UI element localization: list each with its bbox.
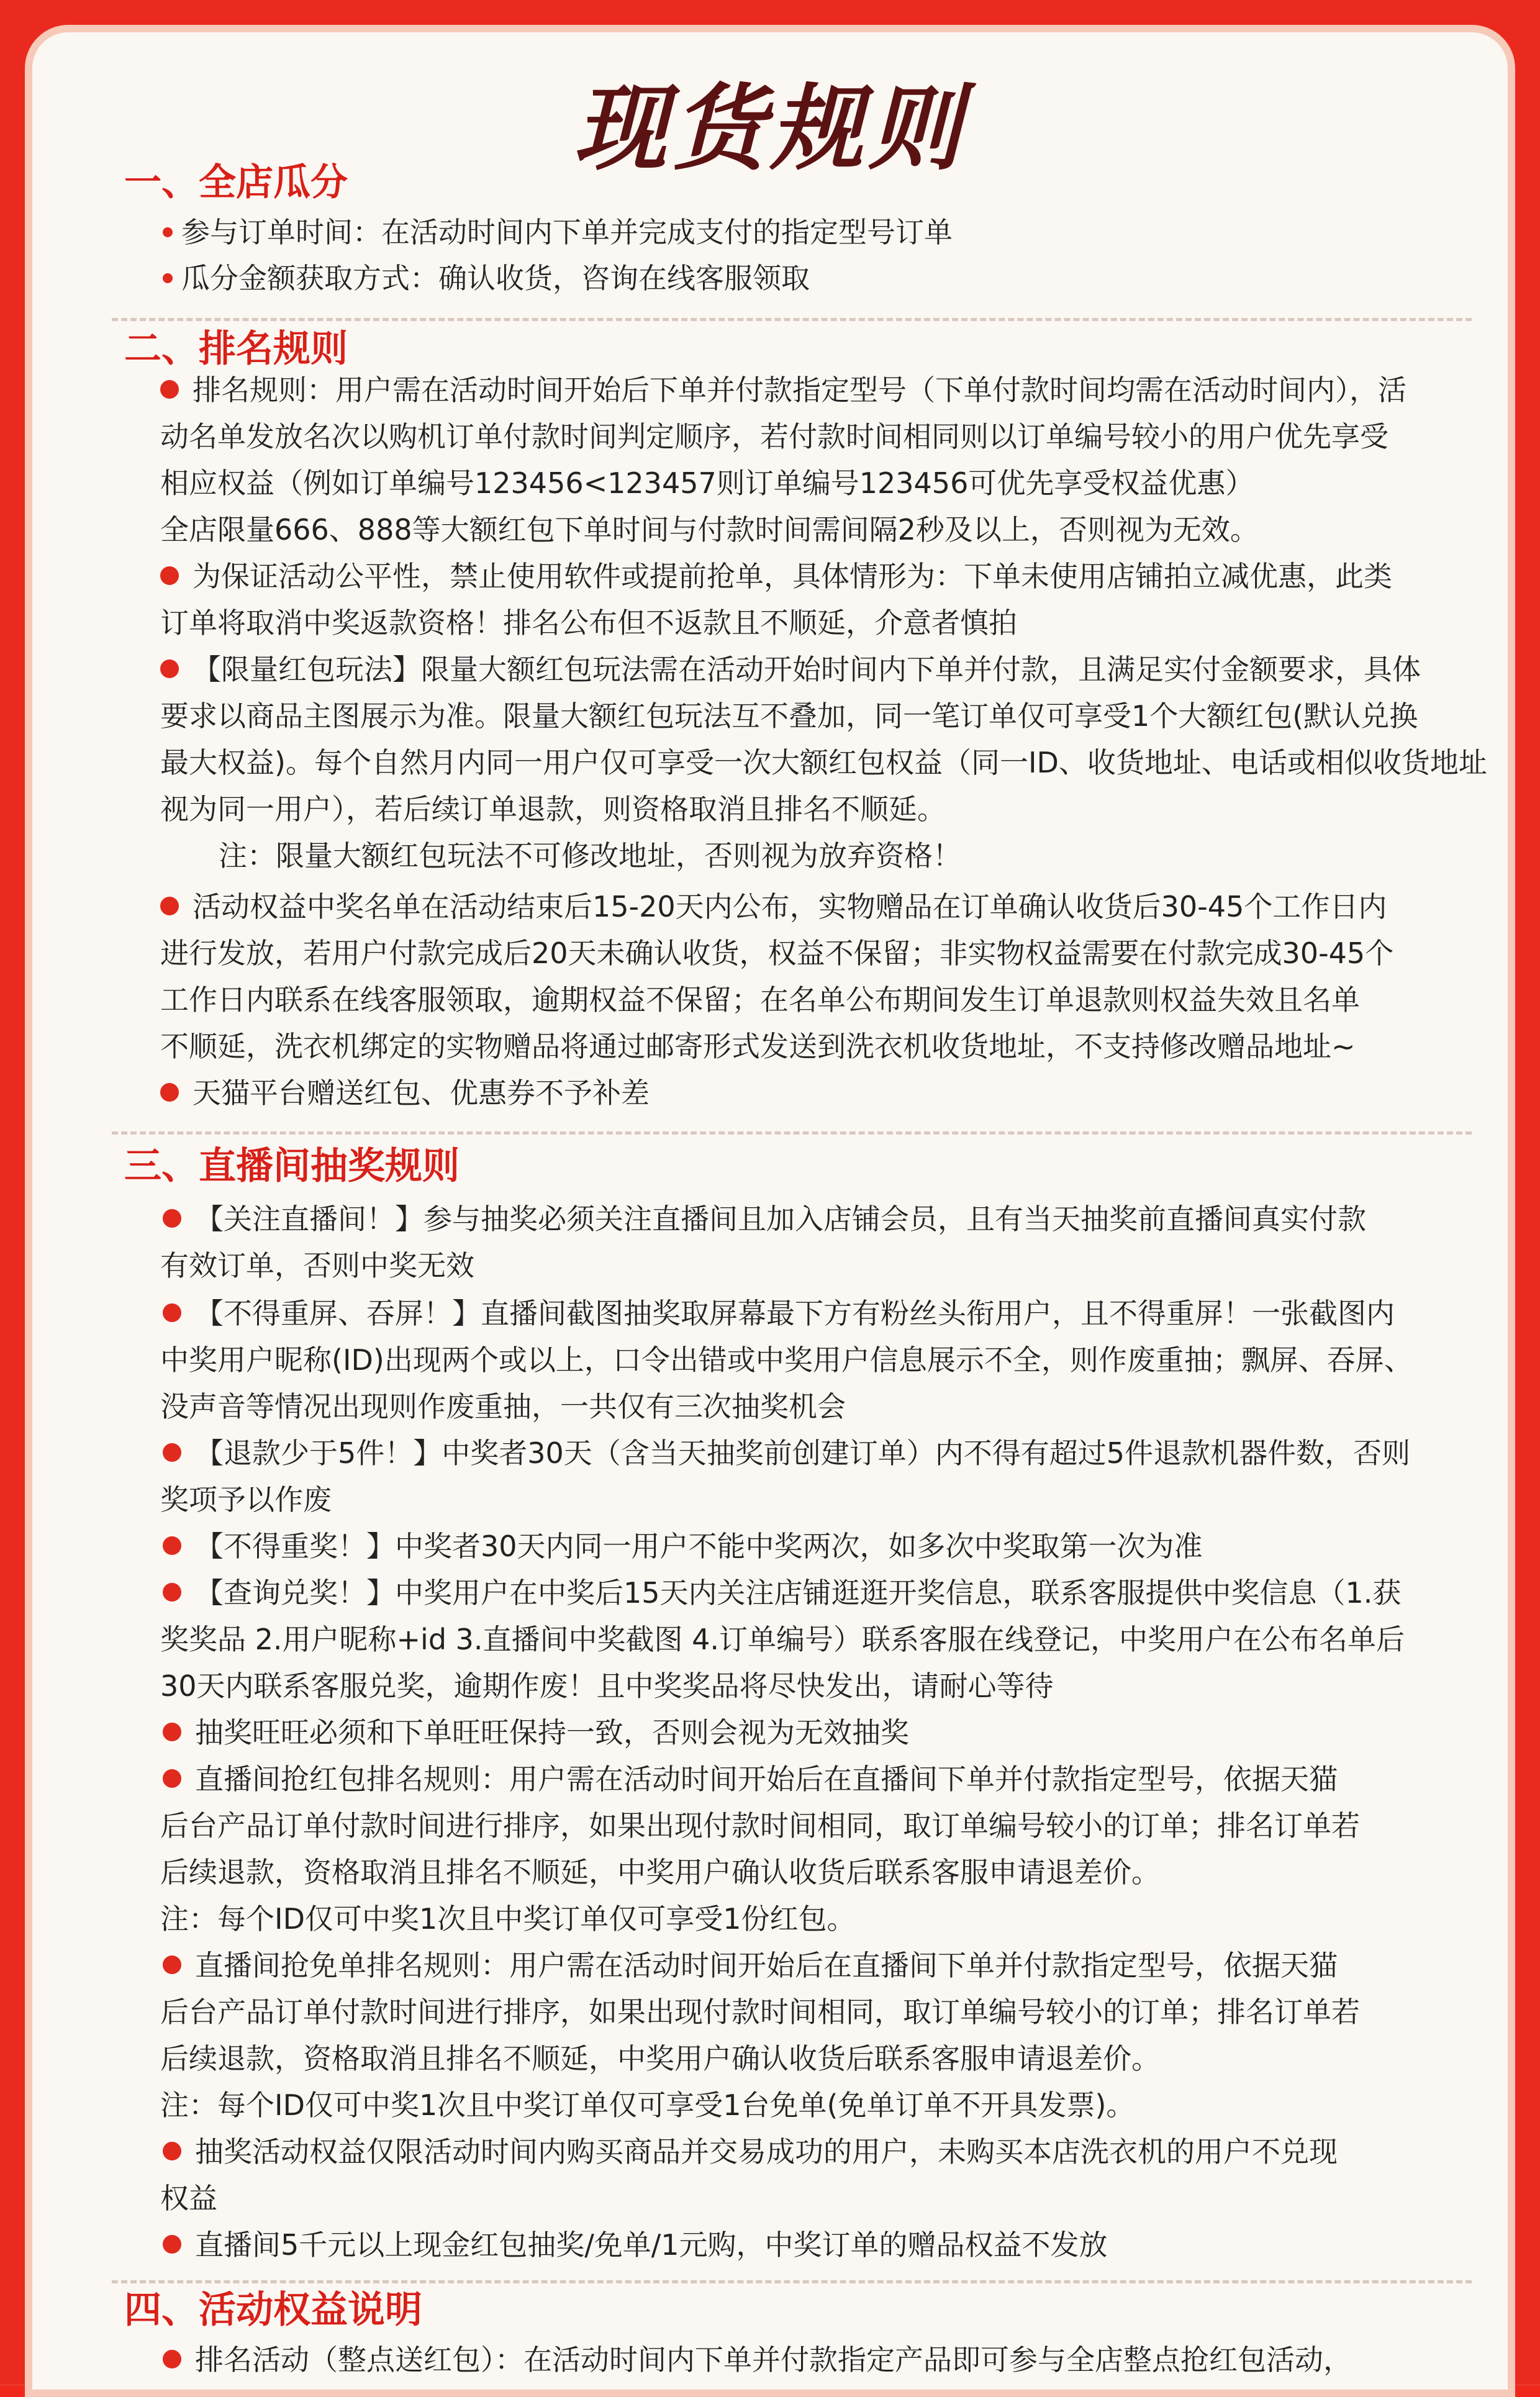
rule-line: 最大权益)。每个自然月内同一用户仅可享受一次大额红包权益（同一ID、收货地址、电话或相似收货地址	[160, 746, 1487, 779]
bullet-icon	[160, 380, 179, 399]
rule-line: 后台产品订单付款时间进行排序，如果出现付款时间相同，取订单编号较小的订单；排名订单若	[160, 1995, 1360, 2029]
rule-line: 30天内联系客服兑奖，逾期作废！且中奖奖品将尽快发出，请耐心等待	[160, 1669, 1054, 1703]
rule-line: 天猫平台赠送红包、优惠券不予补差	[160, 1074, 650, 1112]
bullet-icon	[163, 1209, 181, 1228]
rule-line: 为保证活动公平性，禁止使用软件或提前抢单，具体情形为：下单未使用店铺拍立减优惠，此类	[160, 558, 1392, 595]
bullet-icon	[163, 2350, 181, 2368]
rule-line: 参与订单时间：在活动时间内下单并完成支付的指定型号订单	[163, 214, 953, 251]
rule-note: 注：每个ID仅可中奖1次且中奖订单仅可享受1台免单(免单订单不开具发票)。	[160, 2088, 1135, 2122]
rule-line: 直播间抢免单排名规则：用户需在活动时间开始后在直播间下单并付款指定型号，依据天猫	[163, 1947, 1338, 1984]
section-heading: 二、排名规则	[124, 327, 348, 371]
bullet-icon	[163, 1303, 181, 1322]
rule-line: 奖奖品 2.用户昵称+id 3.直播间中奖截图 4.订单编号）联系客服在线登记，中奖用户在公布名单后	[160, 1623, 1405, 1656]
rule-line: 权益	[160, 2182, 217, 2215]
rule-line: 奖项予以作废	[160, 1483, 332, 1516]
rule-line: 【不得重屏、吞屏！】直播间截图抽奖取屏幕最下方有粉丝头衔用户，且不得重屏！一张截图内	[163, 1295, 1395, 1332]
rule-line: 活动权益中奖名单在活动结束后15-20天内公布，实物赠品在订单确认收货后30-45个工作日内	[160, 888, 1387, 925]
rule-line: 抽奖活动权益仅限活动时间内购买商品并交易成功的用户，未购买本店洗衣机的用户不兑现	[163, 2133, 1338, 2170]
rule-line: 瓜分金额获取方式：确认收货，咨询在线客服领取	[163, 260, 810, 297]
bullet-icon	[160, 566, 179, 585]
bullet-icon	[163, 1955, 181, 1974]
rule-line: 有效订单，否则中奖无效	[160, 1249, 474, 1282]
section-divider	[112, 2280, 1472, 2283]
rule-line: 排名活动（整点送红包）：在活动时间内下单并付款指定产品即可参与全店整点抢红包活动，	[163, 2341, 1352, 2378]
rule-line: 【限量红包玩法】限量大额红包玩法需在活动开始时间内下单并付款，且满足实付金额要求，具体	[160, 651, 1421, 688]
rule-line: 排名规则：用户需在活动时间开始后下单并付款指定型号（下单付款时间均需在活动时间内），活	[160, 371, 1406, 409]
rule-line: 直播间5千元以上现金红包抽奖/免单/1元购，中奖订单的赠品权益不发放	[163, 2226, 1108, 2263]
bullet-icon	[160, 1083, 179, 1102]
rule-line: 中奖用户昵称(ID)出现两个或以上，口令出错或中奖用户信息展示不全，则作废重抽；飘屏、吞屏、	[160, 1343, 1413, 1377]
section-divider	[112, 1131, 1472, 1135]
bullet-icon	[163, 1723, 181, 1741]
rule-note: 注：限量大额红包玩法不可修改地址，否则视为放弃资格！	[219, 839, 961, 872]
rule-line: 直播间抢红包排名规则：用户需在活动时间开始后在直播间下单并付款指定型号，依据天猫	[163, 1760, 1338, 1798]
bullet-icon	[163, 273, 173, 283]
rule-line: 视为同一用户），若后续订单退款，则资格取消且排名不顺延。	[160, 792, 946, 826]
bullet-icon	[163, 1769, 181, 1788]
rule-line: 抽奖旺旺必须和下单旺旺保持一致，否则会视为无效抽奖	[163, 1714, 909, 1751]
section-heading: 四、活动权益说明	[124, 2288, 422, 2332]
bullet-icon	[163, 1443, 181, 1462]
section-heading: 一、全店瓜分	[124, 161, 348, 204]
rule-line: 后续退款，资格取消且排名不顺延，中奖用户确认收货后联系客服申请退差价。	[160, 1856, 1160, 1889]
bullet-icon	[163, 2235, 181, 2254]
rule-line: 工作日内联系在线客服领取，逾期权益不保留；在名单公布期间发生订单退款则权益失效且名单	[160, 983, 1360, 1017]
rule-line: 进行发放，若用户付款完成后20天未确认收货，权益不保留；非实物权益需要在付款完成30-45个	[160, 936, 1394, 970]
bullet-icon	[163, 2142, 181, 2160]
rule-line: 【关注直播间！】参与抽奖必须关注直播间且加入店铺会员，且有当天抽奖前直播间真实付款	[163, 1200, 1366, 1238]
rule-line: 【查询兑奖！】中奖用户在中奖后15天内关注店铺逛逛开奖信息，联系客服提供中奖信息（1.获	[163, 1574, 1401, 1611]
bullet-icon	[163, 1536, 181, 1555]
page-title: 现货规则	[573, 75, 966, 183]
rule-line: 要求以商品主图展示为准。限量大额红包玩法互不叠加，同一笔订单仅可享受1个大额红包(默认兑换	[160, 699, 1418, 733]
rule-line: 【不得重奖！】中奖者30天内同一用户不能中奖两次，如多次中奖取第一次为准	[163, 1528, 1203, 1565]
bullet-icon	[160, 897, 179, 915]
rule-line: 后续退款，资格取消且排名不顺延，中奖用户确认收货后联系客服申请退差价。	[160, 2042, 1160, 2075]
rule-line: 没声音等情况出现则作废重抽，一共仅有三次抽奖机会	[160, 1390, 846, 1423]
section-divider	[112, 318, 1472, 321]
bullet-icon	[163, 227, 173, 237]
rule-line: 不顺延，洗衣机绑定的实物赠品将通过邮寄形式发送到洗衣机收货地址，不支持修改赠品地址~	[160, 1030, 1356, 1063]
rule-line: 【退款少于5件！】中奖者30天（含当天抽奖前创建订单）内不得有超过5件退款机器件数，否则	[163, 1434, 1410, 1472]
rule-line: 全店限量666、888等大额红包下单时间与付款时间需间隔2秒及以上，否则视为无效。	[160, 513, 1259, 546]
rule-line: 后台产品订单付款时间进行排序，如果出现付款时间相同，取订单编号较小的订单；排名订单若	[160, 1809, 1360, 1842]
bullet-icon	[163, 1583, 181, 1602]
rule-line: 相应权益（例如订单编号123456<123457则订单编号123456可优先享受权益优惠）	[160, 466, 1254, 500]
section-heading: 三、直播间抽奖规则	[124, 1144, 460, 1188]
rule-note: 注：每个ID仅可中奖1次且中奖订单仅可享受1份红包。	[160, 1902, 856, 1936]
rule-line: 订单将取消中奖返款资格！排名公布但不返款且不顺延，介意者慎拍	[160, 606, 1017, 640]
rule-line: 动名单发放名次以购机订单付款时间判定顺序，若付款时间相同则以订单编号较小的用户优先享受	[160, 420, 1388, 453]
bullet-icon	[160, 659, 179, 678]
